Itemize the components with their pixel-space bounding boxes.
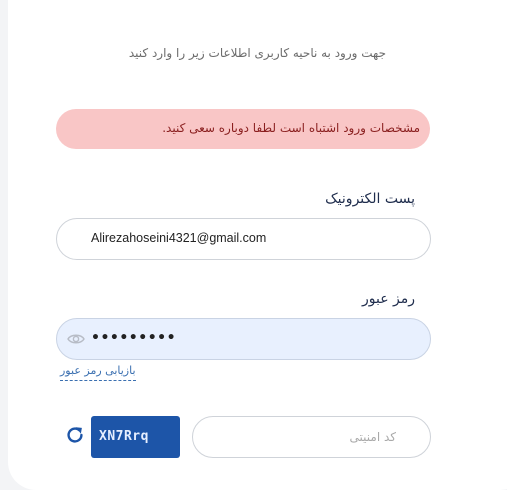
error-alert <box>56 109 430 149</box>
error-alert-message: مشخصات ورود اشتباه است لطفا دوباره سعی کنید. <box>162 121 420 135</box>
intro-text: جهت ورود به ناحیه کاربری اطلاعات زیر را وارد کنید <box>128 46 386 60</box>
captcha-image <box>91 416 180 458</box>
forgot-password-link[interactable]: بازیابی رمز عبور <box>60 364 136 381</box>
eye-icon[interactable] <box>67 332 85 346</box>
password-field[interactable] <box>56 318 431 360</box>
email-value: Alirezahoseini4321@gmail.com <box>91 231 267 245</box>
captcha-code: XN7Rrq <box>99 429 149 444</box>
password-value: ••••••••• <box>91 330 177 346</box>
password-label: رمز عبور <box>361 291 415 307</box>
email-field[interactable] <box>56 218 431 260</box>
email-label: پست الکترونیک <box>325 191 415 207</box>
captcha-field[interactable] <box>192 416 431 458</box>
refresh-icon[interactable] <box>64 424 86 446</box>
captcha-input[interactable] <box>193 417 430 457</box>
